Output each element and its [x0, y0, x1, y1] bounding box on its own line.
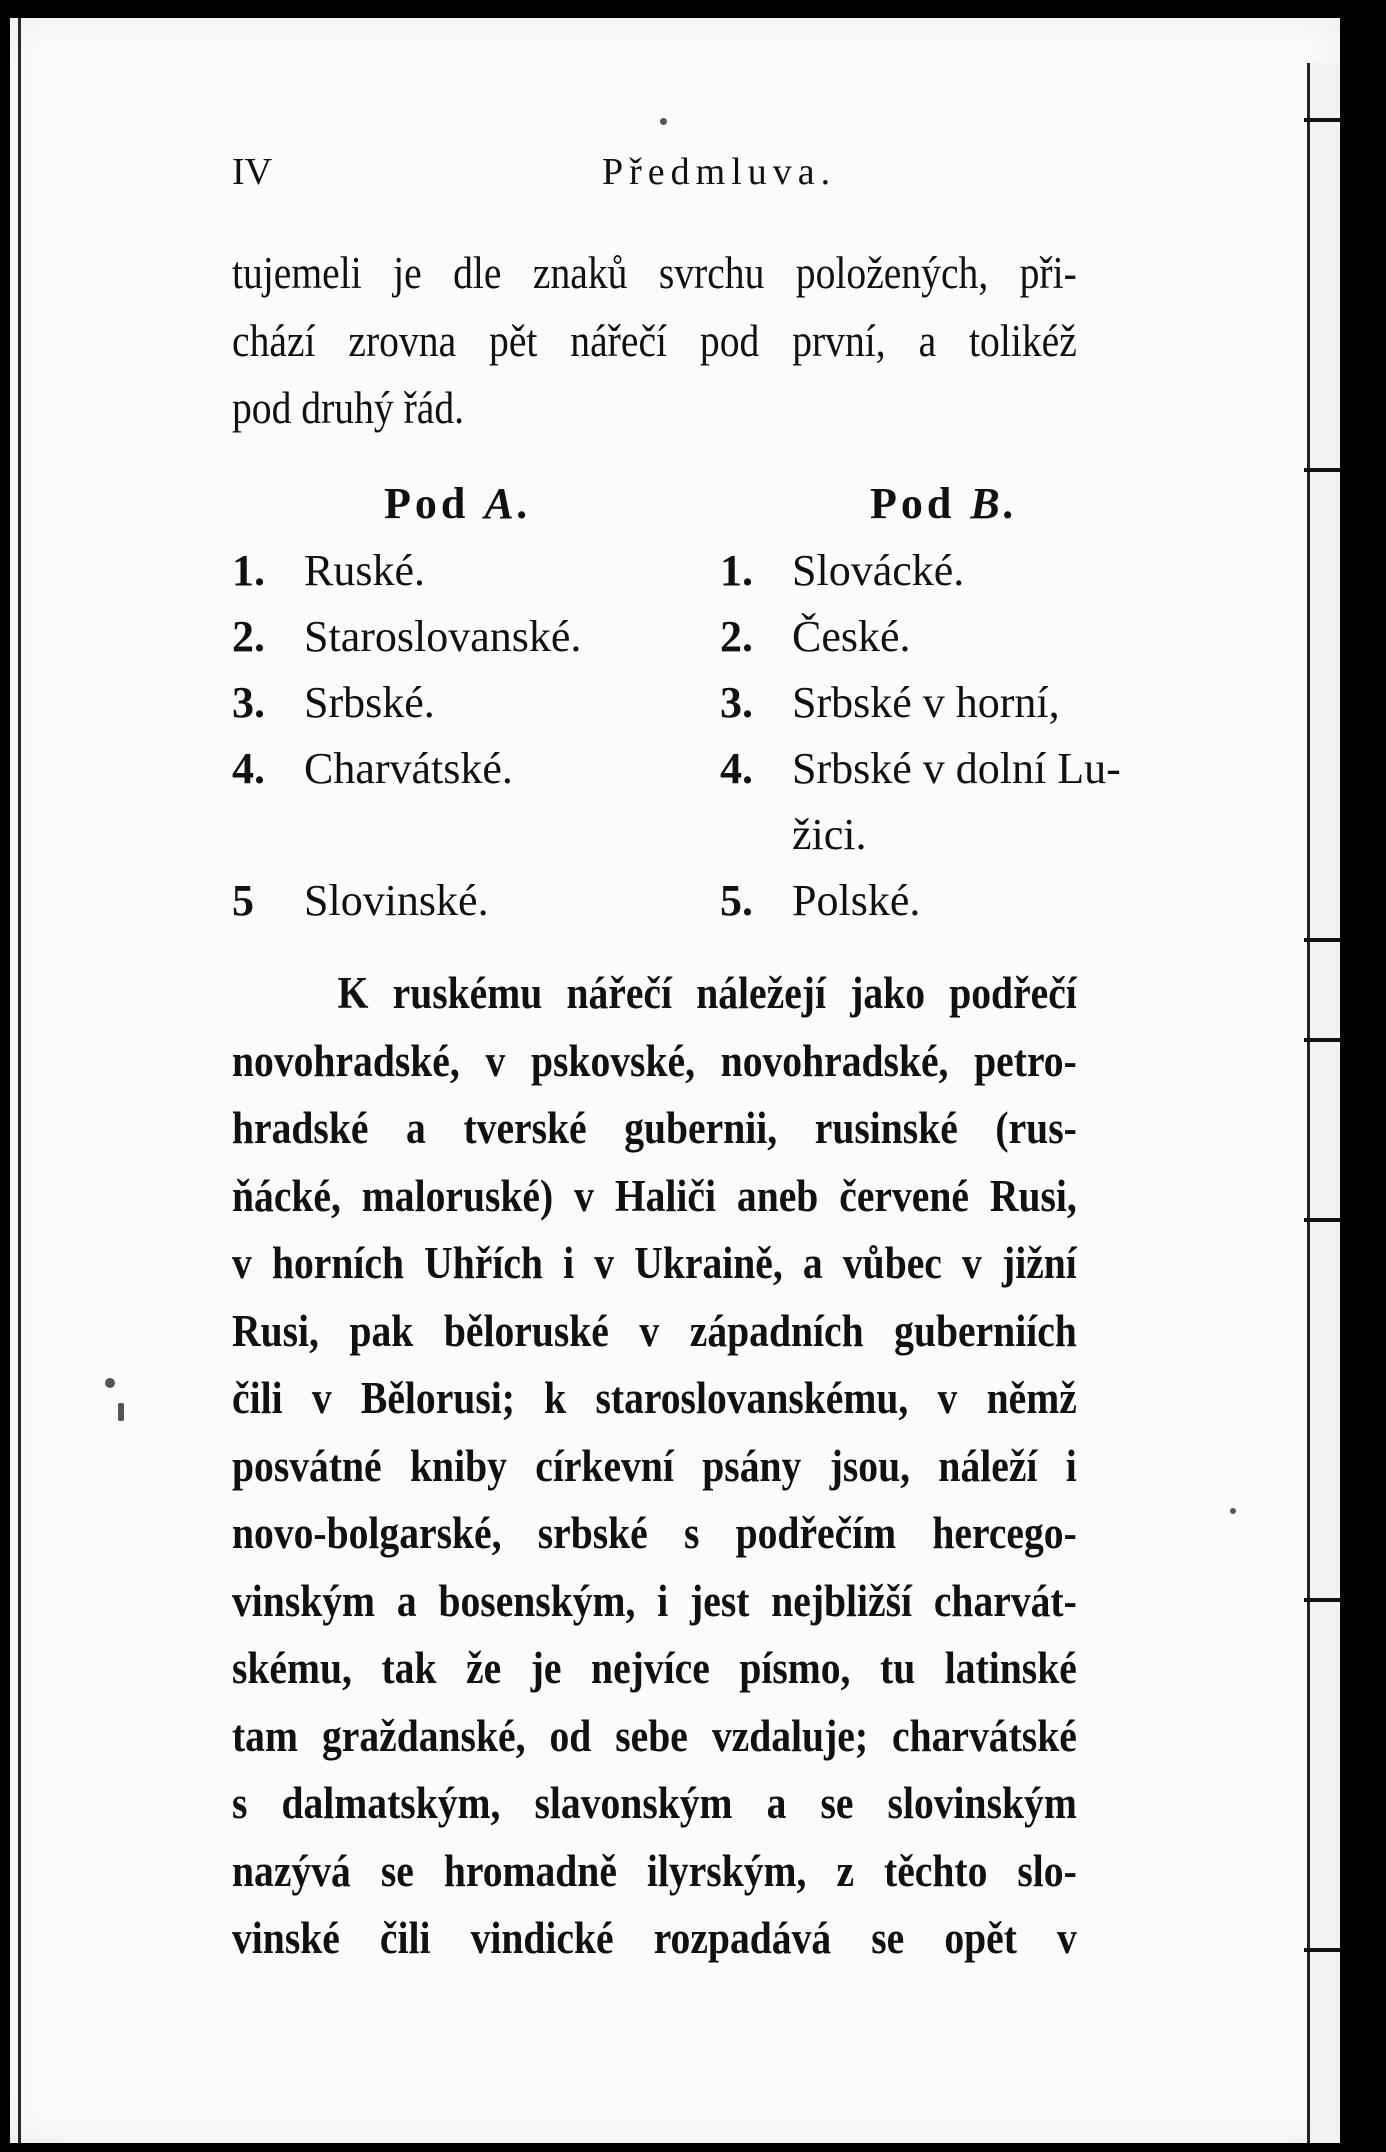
text-line: chází zrovna pět nářečí pod první, a tolikéž [232, 315, 1077, 366]
item-text: Slovinské. [304, 876, 489, 925]
text-line: posvátné kniby církevní psány jsou, náleží i [232, 1440, 1077, 1491]
item-number: 2. [720, 612, 753, 661]
paper-speck [660, 118, 667, 125]
column-heading-a [384, 478, 533, 529]
list-item [720, 677, 1200, 743]
item-number: 4. [232, 744, 265, 793]
list-item [720, 611, 1200, 677]
column-heading-label: Pod [384, 479, 470, 528]
text-line: nazývá se hromadně ilyrským, z těchto slo- [232, 1845, 1077, 1896]
item-number: 1. [720, 546, 753, 595]
text-line: K ruskému nářečí náležejí jako podřečí [337, 968, 1077, 1018]
running-title: Předmluva. [602, 151, 837, 193]
item-number: 5 [232, 876, 254, 925]
list-item [720, 743, 1200, 809]
item-number: 5. [720, 876, 753, 925]
text-line: v horních Uhřích i v Ukraině, a vůbec v jižní [232, 1238, 1077, 1288]
dialect-list-b [720, 545, 1200, 941]
item-number: 3. [720, 678, 753, 727]
gutter-tick [1304, 1948, 1340, 1952]
text-line: hradské a tverské gubernii, rusinské (rus- [232, 1103, 1077, 1153]
list-item [232, 809, 672, 875]
item-text: žici. [792, 810, 867, 859]
text-line: novohradské, v pskovské, novohradské, petro- [232, 1035, 1077, 1086]
gutter-tick [1304, 1038, 1340, 1042]
list-item [232, 875, 672, 941]
item-text: Ruské. [304, 546, 425, 595]
item-text: Srbské v dolní Lu- [792, 744, 1121, 793]
list-item [720, 875, 1200, 941]
text-line: vinským a bosenským, i jest nejbližší charvát- [232, 1575, 1077, 1626]
body-paragraph [232, 960, 1077, 1973]
item-text: Staroslovanské. [304, 612, 582, 661]
gutter-right [1307, 63, 1340, 2143]
text-line: novo-bolgarské, srbské s podřečím hercego- [232, 1508, 1077, 1558]
running-head [232, 150, 1192, 200]
text-line: tujemeli je dle znaků svrchu položených, při- [232, 248, 1077, 298]
paper-speck [1230, 1508, 1236, 1514]
text-line: skému, tak že je nejvíce písmo, tu latinské [232, 1643, 1077, 1693]
item-number: 3. [232, 678, 265, 727]
item-text: Srbské v horní, [792, 678, 1060, 727]
item-text: České. [792, 612, 911, 661]
column-heading-letter: A. [484, 479, 533, 528]
text-line: pod druhý řád. [232, 383, 465, 433]
column-heading-letter: B. [970, 479, 1019, 528]
dialect-list-a [232, 545, 672, 941]
gutter-tick [1304, 938, 1340, 942]
column-heading-b [870, 478, 1019, 529]
item-text: Polské. [792, 876, 921, 925]
gutter-tick [1304, 1218, 1340, 1222]
list-item [720, 545, 1200, 611]
text-line: tam graždanské, od sebe vzdaluje; charvátské [232, 1710, 1077, 1761]
binding-edge-left [18, 18, 21, 2143]
gutter-tick [1304, 118, 1340, 122]
text-line: čili v Bělorusi; k staroslovanskému, v němž [232, 1373, 1077, 1423]
item-text: Srbské. [304, 678, 435, 727]
page-number: IV [232, 151, 273, 193]
paper-speck [118, 1403, 124, 1421]
text-line: ňácké, maloruské) v Haliči aneb červené Rusi, [232, 1170, 1077, 1221]
gutter-tick [1304, 1598, 1340, 1602]
text-line: Rusi, pak běloruské v západních guberniích [232, 1305, 1077, 1356]
item-number: 1. [232, 546, 265, 595]
list-item [232, 611, 672, 677]
item-number: 4. [720, 744, 753, 793]
item-text: Slovácké. [792, 546, 965, 595]
gutter-tick [1304, 468, 1340, 472]
text-line: vinské čili vindické rozpadává se opět v [232, 1913, 1077, 1963]
item-text: Charvátské. [304, 744, 513, 793]
intro-paragraph [232, 240, 1077, 443]
list-item [232, 545, 672, 611]
list-item [232, 743, 672, 809]
paper-speck [105, 1378, 115, 1388]
text-line: s dalmatským, slavonským a se slovinským [232, 1778, 1077, 1828]
item-number: 2. [232, 612, 265, 661]
list-item [232, 677, 672, 743]
column-heading-label: Pod [870, 479, 956, 528]
list-item [720, 809, 1200, 875]
